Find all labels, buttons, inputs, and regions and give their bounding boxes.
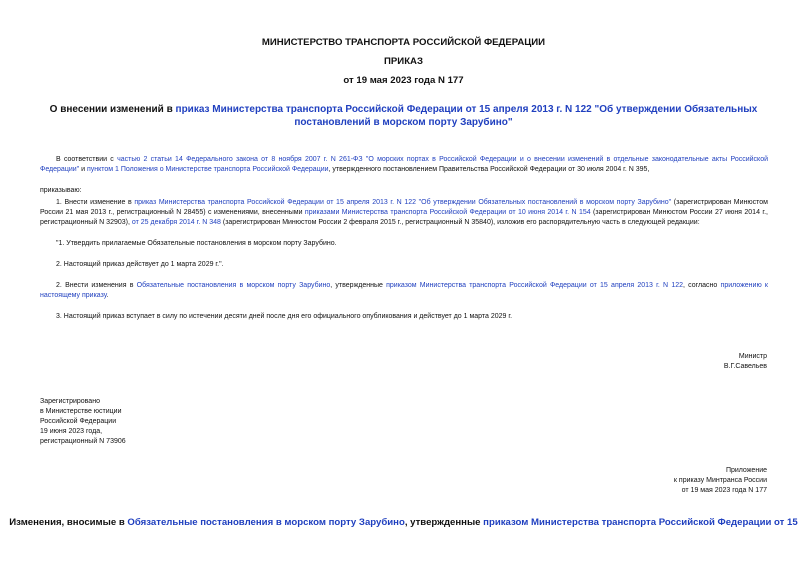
doc-type-heading: ПРИКАЗ — [384, 56, 423, 67]
item1-text-2: (зарегистрирован Минюстом России 21 мая 2013 г., регистрационный N 28455) с изменениями, внесенными — [40, 199, 768, 216]
item2-text-3: , согласно — [683, 282, 721, 289]
item1-link-orders-2014[interactable]: приказами Министерства транспорта Российской Федерации от 10 июня 2014 г. N 154 — [304, 209, 591, 216]
item2-text-2: , утвержденные — [330, 282, 387, 289]
changes-link-order[interactable]: приказом Министерства транспорта Российской Федерации от 15 — [483, 517, 798, 528]
item1-link-dec-2014[interactable]: от 25 декабря 2014 г. N 348 — [131, 219, 221, 226]
order-word: приказываю: — [40, 187, 82, 194]
item2-link-order[interactable]: приказом Министерства транспорта Российской Федерации от 15 апреля 2013 г. N 122 — [386, 282, 684, 289]
date-number-heading: от 19 мая 2023 года N 177 — [343, 75, 464, 86]
item2-link-regulations[interactable]: Обязательные постановления в морском порту Зарубино — [136, 282, 331, 289]
item2-link-appendix[interactable]: приложению к настоящему приказу — [40, 282, 768, 299]
item1-text-3: (зарегистрирован Минюстом России 27 июня 2014 г., регистрационный N 32903), — [40, 209, 768, 226]
preamble-text-3: , утвержденного постановлением Правительства Российской Федерации от 30 июля 2004 г. N 395, — [328, 166, 650, 173]
item2-text-1: 2. Внести изменения в — [56, 282, 137, 289]
changes-heading — [0, 517, 807, 528]
changes-text-1: Изменения, вносимые в — [9, 517, 128, 528]
preamble-paragraph — [40, 155, 768, 175]
preamble-text-1: В соответствии с — [56, 156, 118, 163]
preamble-link-regulation[interactable]: пунктом 1 Положения о Министерстве транспорта Российской Федерации — [86, 166, 329, 173]
changes-link-regulations[interactable]: Обязательные постановления в морском порту Зарубино — [127, 517, 405, 528]
item-2-paragraph — [40, 281, 768, 301]
changes-text-2: , утвержденные — [404, 517, 484, 528]
item2-text-4: . — [106, 292, 109, 299]
registration-line-2: в Министерстве юстиции — [40, 408, 122, 415]
quote-line-1: "1. Утвердить прилагаемые Обязательные постановления в морском порту Зарубино. — [56, 240, 337, 247]
quote-line-2: 2. Настоящий приказ действует до 1 марта 2029 г.". — [56, 261, 224, 268]
appendix-block — [674, 466, 767, 496]
title-prefix: О внесении изменений в — [49, 104, 176, 115]
registration-line-5: регистрационный N 73906 — [40, 438, 126, 445]
appendix-line-2: к приказу Минтранса России — [673, 477, 767, 484]
title-link[interactable]: приказ Министерства транспорта Российской Федерации от 15 апреля 2013 г. N 122 "Об утверждении Обязательных постановлений в морском порту Зарубино" — [175, 104, 758, 128]
signature-position: Министр — [738, 353, 767, 360]
item1-link-order[interactable]: приказ Министерства транспорта Российской Федерации от 15 апреля 2013 г. N 122 "Об утверждении Обязательных постановлений в морском порту Зарубино" — [134, 199, 672, 206]
ministry-heading: МИНИСТЕРСТВО ТРАНСПОРТА РОССИЙСКОЙ ФЕДЕРАЦИИ — [261, 37, 546, 48]
appendix-line-3: от 19 мая 2023 года N 177 — [681, 487, 767, 494]
registration-line-4: 19 июня 2023 года, — [40, 428, 103, 435]
item1-text-4: (зарегистрирован Минюстом России 2 февраля 2015 г., регистрационный N 35840), изложив его распорядительную часть в следующей редакции: — [220, 219, 700, 226]
signature-block — [724, 352, 767, 372]
registration-line-1: Зарегистрировано — [40, 398, 100, 405]
appendix-line-1: Приложение — [725, 467, 767, 474]
item-1-paragraph — [40, 198, 768, 228]
preamble-text-2: и — [79, 166, 87, 173]
preamble-link-law[interactable]: частью 2 статьи 14 Федерального закона от 8 ноября 2007 г. N 261-ФЗ "О морских портах в Российской Федерации и о внесении изменений в отдельные законодательные акты Российской Федерации" — [40, 156, 768, 173]
signature-name: В.Г.Савельев — [723, 363, 767, 370]
document-title — [40, 103, 767, 129]
item-3-paragraph: 3. Настоящий приказ вступает в силу по истечении десяти дней после дня его официального опубликования и действует до 1 марта 2029 г. — [56, 313, 513, 320]
registration-block — [40, 397, 126, 447]
item1-text-1: 1. Внести изменение в — [56, 199, 135, 206]
registration-line-3: Российской Федерации — [40, 418, 117, 425]
